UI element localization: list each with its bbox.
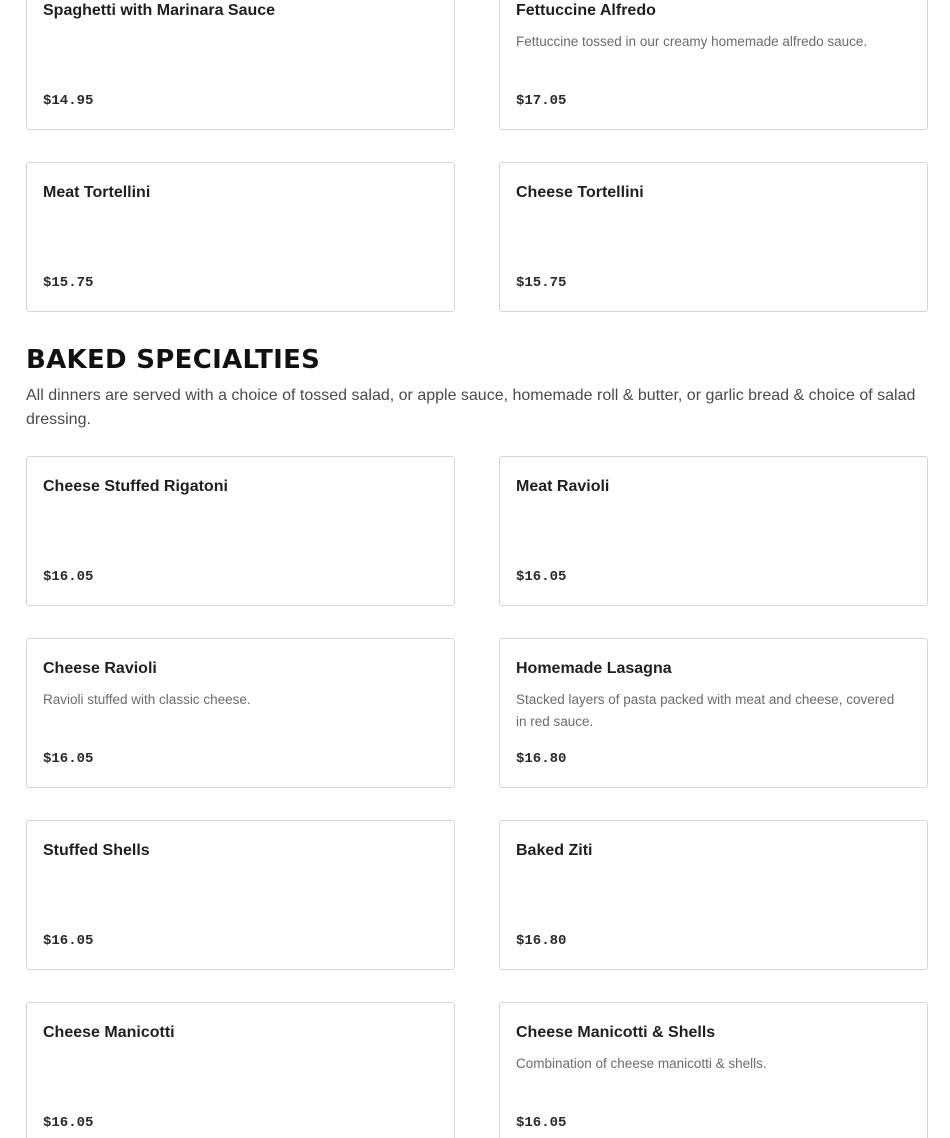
menu-item-name: Cheese Manicotti & Shells [516, 1024, 716, 1041]
menu-item-name: Cheese Ravioli [43, 660, 157, 677]
menu-item-card[interactable] [499, 1002, 928, 1138]
menu-item-name: Cheese Manicotti [43, 1024, 175, 1041]
menu-item-description: Fettuccine tossed in our creamy homemade alfredo sauce. [516, 34, 868, 49]
menu-item-description: Stacked layers of pasta packed with meat and cheese, covered in red sauce. [516, 692, 895, 729]
menu-item-price: $16.80 [516, 933, 567, 949]
menu-item-card[interactable] [499, 638, 928, 788]
menu-item-card[interactable] [499, 820, 928, 970]
menu-item-card[interactable] [26, 456, 455, 606]
menu-item-description: Ravioli stuffed with classic cheese. [43, 692, 251, 707]
menu-item-price: $16.05 [516, 1115, 567, 1131]
menu-item-price: $17.05 [516, 93, 567, 109]
menu-item-price: $16.05 [516, 569, 567, 585]
menu-item-name: Cheese Tortellini [516, 184, 644, 201]
menu-item-card[interactable] [26, 820, 455, 970]
menu-item-price: $15.75 [43, 275, 94, 291]
menu-item-price: $15.75 [516, 275, 567, 291]
menu-item-name: Homemade Lasagna [516, 660, 672, 677]
menu-item-price: $16.80 [516, 751, 567, 767]
menu-item-price: $16.05 [43, 933, 94, 949]
menu-item-description: Combination of cheese manicotti & shells. [516, 1056, 767, 1071]
menu-item-card[interactable] [26, 162, 455, 312]
section-title: BAKED SPECIALTIES [26, 345, 321, 375]
menu-item-card[interactable] [26, 0, 455, 130]
menu-item-name: Baked Ziti [516, 842, 593, 859]
menu-item-price: $14.95 [43, 93, 94, 109]
menu-item-name: Stuffed Shells [43, 842, 150, 859]
section-description: All dinners are served with a choice of tossed salad, or apple sauce, homemade roll & butter, or garlic bread & choice of salad dressing. [26, 387, 916, 428]
menu-item-price: $16.05 [43, 751, 94, 767]
menu-item-name: Meat Ravioli [516, 478, 610, 495]
menu-item-price: $16.05 [43, 1115, 94, 1131]
menu-item-card[interactable] [499, 0, 928, 130]
menu-item-card[interactable] [499, 162, 928, 312]
menu-item-card[interactable] [26, 1002, 455, 1138]
menu-item-name: Cheese Stuffed Rigatoni [43, 478, 228, 495]
menu-item-name: Fettuccine Alfredo [516, 2, 656, 19]
menu-item-card[interactable] [499, 456, 928, 606]
menu-item-price: $16.05 [43, 569, 94, 585]
menu-item-name: Meat Tortellini [43, 184, 151, 201]
menu-item-name: Spaghetti with Marinara Sauce [43, 2, 276, 19]
menu-item-card[interactable] [26, 638, 455, 788]
